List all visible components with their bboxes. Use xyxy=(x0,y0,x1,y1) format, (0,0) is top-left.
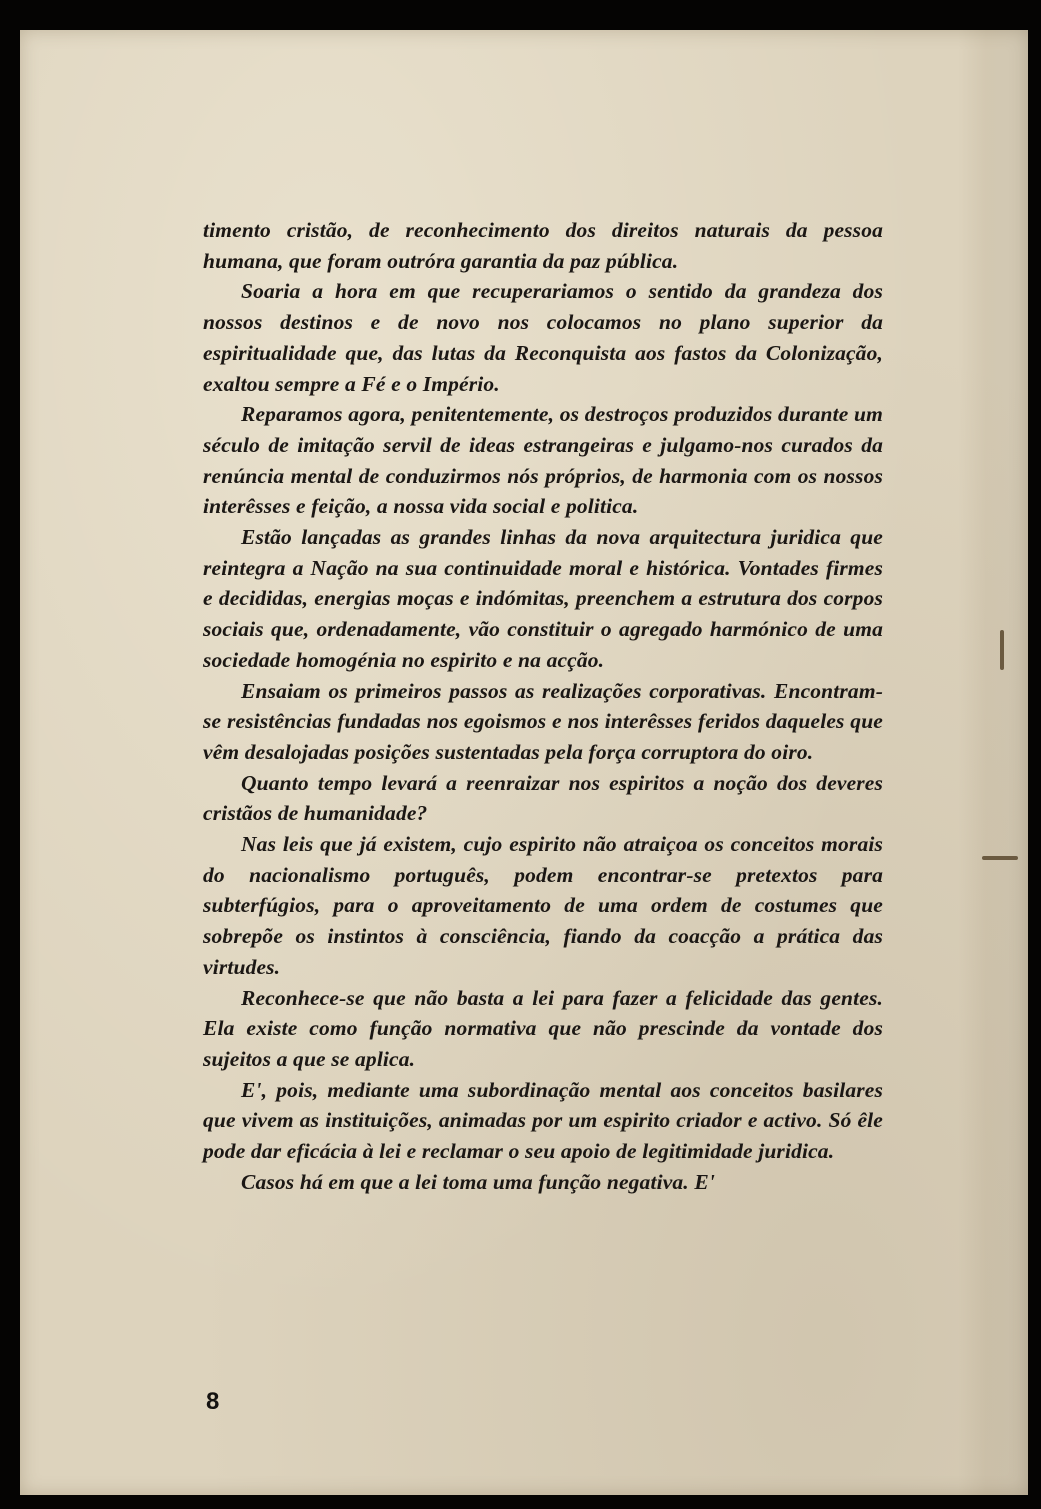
paragraph: E', pois, mediante uma subordinação mental aos conceitos basilares que vivem as instituições, animadas por um espirito criador e activo. Só êle pode dar eficácia à lei e reclamar o seu apoio de legitimidade juridica. xyxy=(203,1077,883,1164)
paragraph: Reparamos agora, penitentemente, os destroços produzidos durante um século de imitação servil de ideas estrangeiras e julgamo-nos curados da renúncia mental de conduzirmos nós próprios, de harmonia com os nossos interêsses e feição, a nossa vida social e politica. xyxy=(203,402,883,519)
staple-mark-bottom xyxy=(982,856,1018,860)
paragraph: timento cristão, de reconhecimento dos direitos naturais da pessoa humana, que foram outróra garantia da paz pública. xyxy=(203,218,883,273)
paragraph: Quanto tempo levará a reenraizar nos espiritos a noção dos deveres cristãos de humanidade? xyxy=(203,770,883,826)
paragraph: Soaria a hora em que recuperariamos o sentido da grandeza dos nossos destinos e de novo nos colocamos no plano superior da espiritualidade que, das lutas da Reconquista aos fastos da Colonização, exaltou sempre a Fé e o Império. xyxy=(203,279,883,396)
staple-mark-top xyxy=(1000,630,1004,670)
paragraph: Casos há em que a lei toma uma função negativa. E' xyxy=(241,1169,715,1194)
body-text xyxy=(203,215,883,1198)
page-number: 8 xyxy=(206,1388,220,1415)
paragraph: Reconhece-se que não basta a lei para fazer a felicidade das gentes. Ela existe como função normativa que não prescinde da vontade dos sujeitos a que se aplica. xyxy=(203,985,883,1071)
page-fold-shadow xyxy=(958,30,1028,1495)
paragraph: Estão lançadas as grandes linhas da nova arquitectura juridica que reintegra a Nação na sua continuidade moral e histórica. Vontades firmes e decididas, energias moças e indómitas, preenchem a estrutura dos corpos sociais que, ordenadamente, vão constituir o agregado harmónico de uma sociedade homogénia no espirito e na acção. xyxy=(203,525,883,672)
scanned-page xyxy=(20,30,1028,1495)
paragraph: Ensaiam os primeiros passos as realizações corporativas. Encontram-se resistências fundadas nos egoismos e nos interêsses feridos daqueles que vêm desalojadas posições sustentadas pela força corruptora do oiro. xyxy=(203,678,883,764)
paragraph: Nas leis que já existem, cujo espirito não atraiçoa os conceitos morais do nacionalismo português, podem encontrar-se pretextos para subterfúgios, para o aproveitamento de uma ordem de costumes que sobrepõe os instintos à consciência, fiando da coacção a prática das virtudes. xyxy=(203,832,883,979)
